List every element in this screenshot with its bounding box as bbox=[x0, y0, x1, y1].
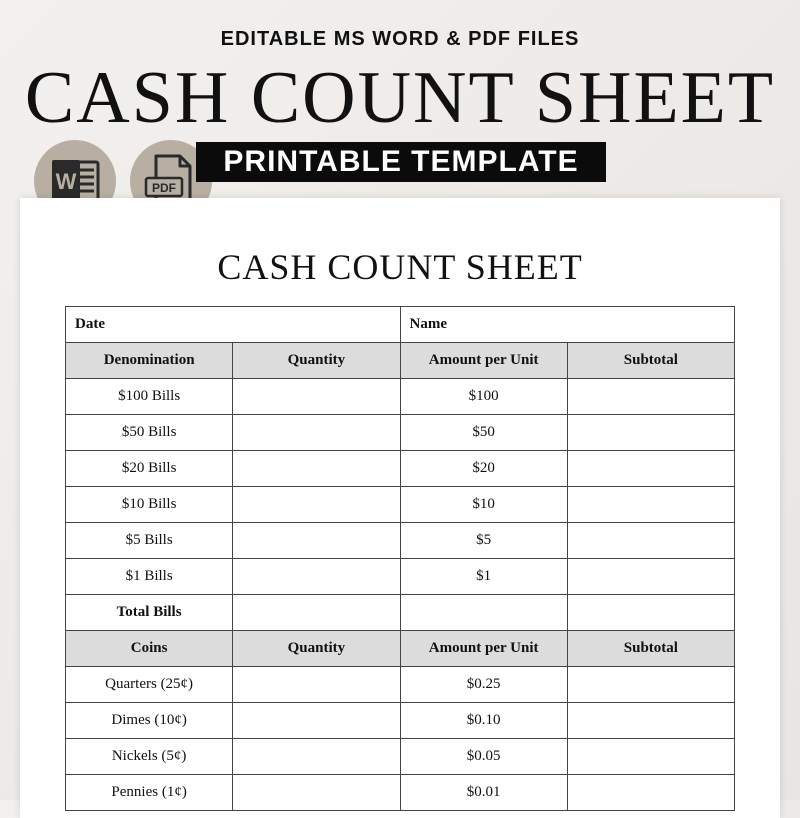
subtotal-cell[interactable] bbox=[567, 559, 734, 595]
sheet-title: CASH COUNT SHEET bbox=[217, 247, 583, 287]
denomination-cell: $10 Bills bbox=[66, 487, 233, 523]
table-row bbox=[66, 559, 735, 595]
table-row bbox=[66, 415, 735, 451]
amount-cell: $5 bbox=[400, 523, 567, 559]
column-header: Quantity bbox=[233, 343, 400, 379]
date-field[interactable]: Date bbox=[66, 307, 401, 343]
subtotal-cell[interactable] bbox=[567, 667, 734, 703]
denomination-cell: $50 Bills bbox=[66, 415, 233, 451]
table-row bbox=[66, 703, 735, 739]
quantity-cell[interactable] bbox=[233, 595, 400, 631]
amount-cell: $0.01 bbox=[400, 775, 567, 811]
coin-cell: Pennies (1¢) bbox=[66, 775, 233, 811]
column-header: Coins bbox=[66, 631, 233, 667]
subtotal-cell[interactable] bbox=[567, 595, 734, 631]
table-row bbox=[66, 775, 735, 811]
quantity-cell[interactable] bbox=[233, 703, 400, 739]
subtotal-cell[interactable] bbox=[567, 775, 734, 811]
subtotal-cell[interactable] bbox=[567, 451, 734, 487]
name-field[interactable]: Name bbox=[400, 307, 735, 343]
bills-header-row bbox=[66, 343, 735, 379]
pdf-icon-label: PDF bbox=[152, 181, 176, 195]
column-header: Denomination bbox=[66, 343, 233, 379]
column-header: Subtotal bbox=[567, 343, 734, 379]
quantity-cell[interactable] bbox=[233, 379, 400, 415]
coin-cell: Quarters (25¢) bbox=[66, 667, 233, 703]
word-icon-letter: W bbox=[55, 169, 77, 194]
page-title: CASH COUNT SHEET bbox=[24, 57, 776, 139]
meta-row bbox=[66, 307, 735, 343]
coins-header-row bbox=[66, 631, 735, 667]
column-header: Amount per Unit bbox=[400, 343, 567, 379]
amount-cell: $100 bbox=[400, 379, 567, 415]
table-row bbox=[66, 379, 735, 415]
subtotal-cell[interactable] bbox=[567, 487, 734, 523]
column-header: Amount per Unit bbox=[400, 631, 567, 667]
column-header: Subtotal bbox=[567, 631, 734, 667]
denomination-cell: $20 Bills bbox=[66, 451, 233, 487]
quantity-cell[interactable] bbox=[233, 667, 400, 703]
quantity-cell[interactable] bbox=[233, 739, 400, 775]
total-bills-row bbox=[66, 595, 735, 631]
quantity-cell[interactable] bbox=[233, 775, 400, 811]
denomination-cell: $5 Bills bbox=[66, 523, 233, 559]
amount-cell[interactable] bbox=[400, 595, 567, 631]
tagline: EDITABLE MS WORD & PDF FILES bbox=[220, 28, 580, 50]
quantity-cell[interactable] bbox=[233, 415, 400, 451]
table-row bbox=[66, 487, 735, 523]
total-bills-label: Total Bills bbox=[66, 595, 233, 631]
amount-cell: $0.10 bbox=[400, 703, 567, 739]
quantity-cell[interactable] bbox=[233, 559, 400, 595]
table-row bbox=[66, 667, 735, 703]
quantity-cell[interactable] bbox=[233, 451, 400, 487]
denomination-cell: $100 Bills bbox=[66, 379, 233, 415]
subtotal-cell[interactable] bbox=[567, 523, 734, 559]
cash-count-table bbox=[65, 306, 735, 811]
quantity-cell[interactable] bbox=[233, 487, 400, 523]
column-header: Quantity bbox=[233, 631, 400, 667]
subtotal-cell[interactable] bbox=[567, 415, 734, 451]
subtotal-cell[interactable] bbox=[567, 379, 734, 415]
subtotal-cell[interactable] bbox=[567, 739, 734, 775]
document-sheet bbox=[20, 198, 780, 818]
coin-cell: Dimes (10¢) bbox=[66, 703, 233, 739]
coin-cell: Nickels (5¢) bbox=[66, 739, 233, 775]
denomination-cell: $1 Bills bbox=[66, 559, 233, 595]
table-row bbox=[66, 739, 735, 775]
amount-cell: $10 bbox=[400, 487, 567, 523]
amount-cell: $1 bbox=[400, 559, 567, 595]
table-row bbox=[66, 451, 735, 487]
table-row bbox=[66, 523, 735, 559]
amount-cell: $0.05 bbox=[400, 739, 567, 775]
subtotal-cell[interactable] bbox=[567, 703, 734, 739]
amount-cell: $50 bbox=[400, 415, 567, 451]
printable-template-banner: PRINTABLE TEMPLATE bbox=[196, 142, 606, 182]
quantity-cell[interactable] bbox=[233, 523, 400, 559]
amount-cell: $20 bbox=[400, 451, 567, 487]
amount-cell: $0.25 bbox=[400, 667, 567, 703]
